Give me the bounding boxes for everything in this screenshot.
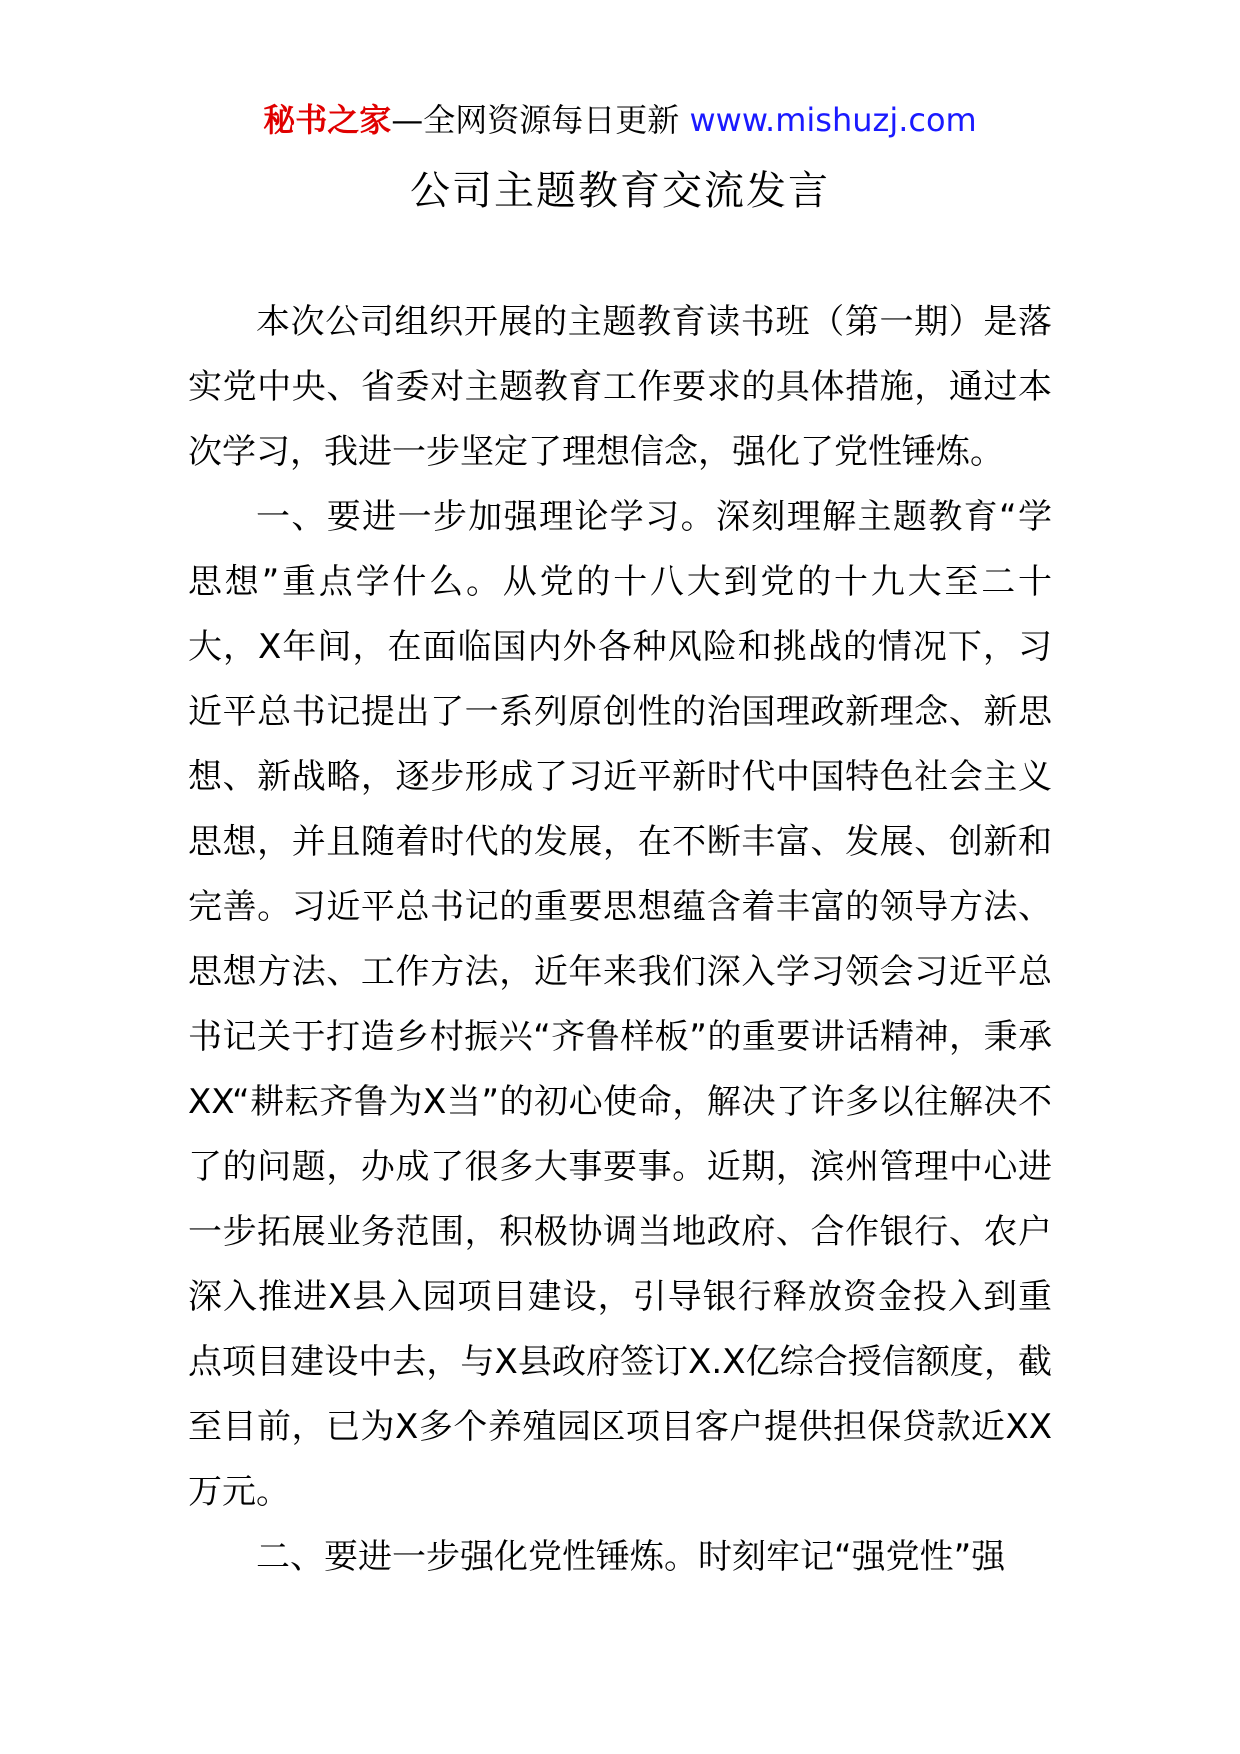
document-body [188, 290, 1052, 1590]
paragraph-section-2: 二、要进一步强化党性锤炼。时刻牢记“强党性”强 [256, 1537, 1006, 1577]
site-url-link[interactable]: www.mishuzj.com [689, 101, 977, 139]
paragraph-intro: 本次公司组织开展的主题教育读书班（第一期）是落实党中央、省委对主题教育工作要求的具体措施，通过本次学习，我进一步坚定了理想信念，强化了党性锤炼。 [188, 302, 1052, 472]
site-header [0, 100, 1240, 140]
header-tagline: —全网资源每日更新 [391, 101, 680, 139]
brand-name: 秘书之家 [263, 101, 392, 139]
paragraph-section-1: 一、要进一步加强理论学习。深刻理解主题教育“学思想”重点学什么。从党的十八大到党的十九大至二十大，X年间，在面临国内外各种风险和挑战的情况下，习近平总书记提出了一系列原创性的治国理政新理念、新思想、新战略，逐步形成了习近平新时代中国特色社会主义思想，并且随着时代的发展，在不断丰富、发展、创新和完善。习近平总书记的重要思想蕴含着丰富的领导方法、思想方法、工作方法，近年来我们深入学习领会习近平总书记关于打造乡村振兴“齐鲁样板”的重要讲话精神，秉承XX“耕耘齐鲁为X当”的初心使命，解决了许多以往解决不了的问题，办成了很多大事要事。近期，滨州管理中心进一步拓展业务范围，积极协调当地政府、合作银行、农户深入推进X县入园项目建设，引导银行释放资金投入到重点项目建设中去，与X县政府签订X.X亿综合授信额度，截至目前，已为X多个养殖园区项目客户提供担保贷款近XX万元。 [188, 497, 1052, 1512]
document-title: 公司主题教育交流发言 [410, 168, 830, 214]
